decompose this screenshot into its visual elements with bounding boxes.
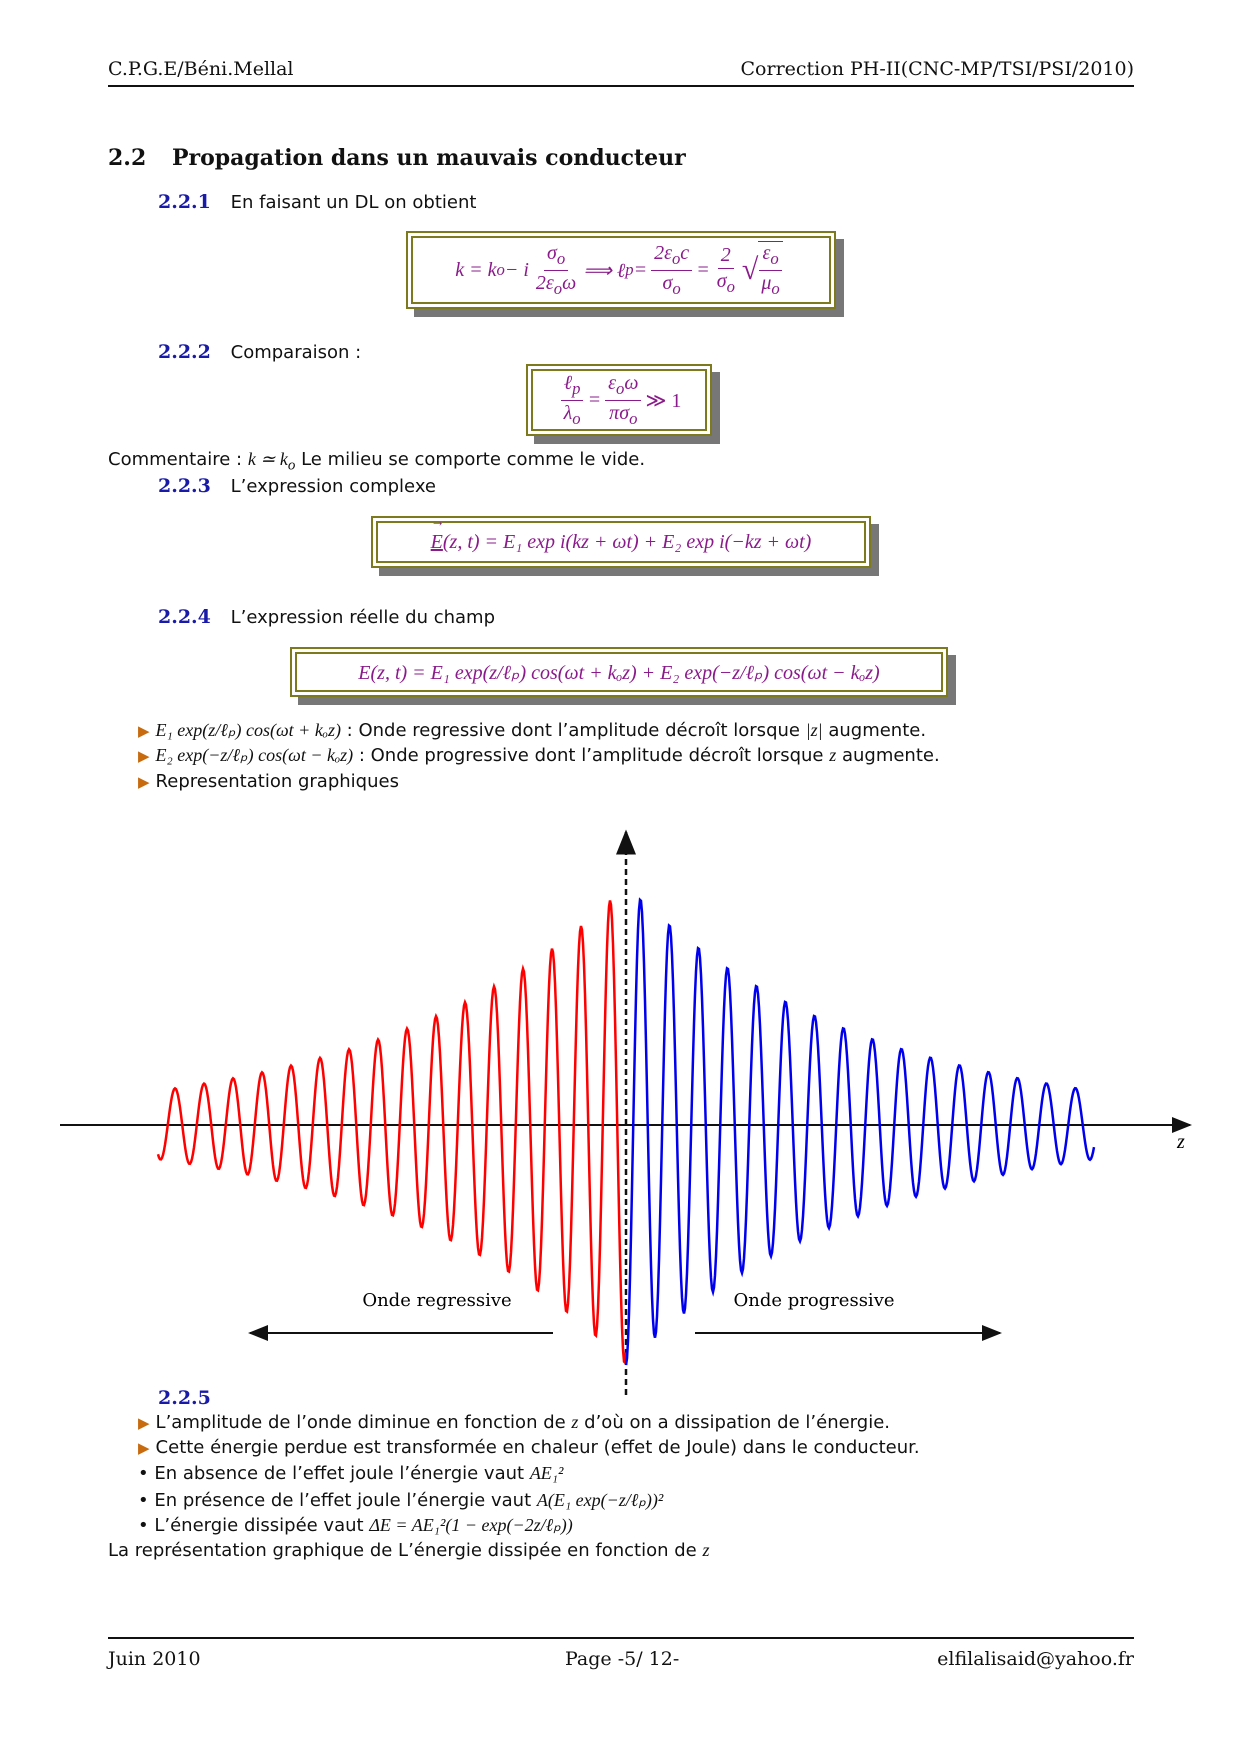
equation-223: → E (z, t) = E₁ exp i(kz + ωt) + E₂ exp i(−kz + ωt) [376,521,866,563]
header-right: Correction PH-II(CNC-MP/TSI/PSI/2010) [740,58,1134,80]
footer-left: Juin 2010 [108,1648,201,1670]
progressive-label: Onde progressive [733,1290,895,1311]
subsection-number: 2.2.4 [158,606,211,628]
subsection-221 [158,191,476,213]
equation-box-223 [371,516,871,568]
subsection-text: En faisant un DL on obtient [230,192,477,213]
dot-item: • En absence de l’effet joule l’énergie vaut AE₁² [138,1463,564,1484]
subsection-222 [158,341,361,363]
footer-page: Page -5/ 12- [565,1648,680,1670]
equation-box-222 [526,364,712,436]
equation-box-224 [290,647,948,697]
regressive-label: Onde regressive [362,1290,512,1311]
subsection-225 [158,1387,211,1409]
bullet-item: ▶ E₂ exp(−z/ℓₚ) cos(ωt − kₒz) : Onde progressive dont l’amplitude décroît lorsque z augmente. [138,745,940,766]
subsection-number: 2.2.2 [158,341,211,363]
section-number: 2.2 [108,145,147,171]
section-heading [108,145,686,171]
footer-right: elfilalisaid@yahoo.fr [937,1648,1134,1670]
wave-figure [0,820,1240,1400]
equation-box-221 [406,231,836,309]
arrow-item: ▶ L’amplitude de l’onde diminue en fonction de z d’où on a dissipation de l’énergie. [138,1412,890,1433]
bullet-item: ▶ Representation graphiques [138,771,399,792]
closing-line: La représentation graphique de L’énergie dissipée en fonction de z [108,1540,710,1561]
comment-line: Commentaire : k ≃ $k_o$ Le milieu se comporte comme le vide. [108,449,646,474]
arrow-item: ▶ Cette énergie perdue est transformée en chaleur (effet de Joule) dans le conducteur. [138,1437,920,1458]
z-axis-label: z [1177,1131,1185,1153]
dot-item: • L’énergie dissipée vaut ΔE = AE₁²(1 − exp(−2z/ℓₚ)) [138,1515,573,1536]
section-title: Propagation dans un mauvais conducteur [171,145,686,171]
bullet-item: ▶ E₁ exp(z/ℓₚ) cos(ωt + kₒz) : Onde regressive dont l’amplitude décroît lorsque |z| augmente. [138,720,927,741]
subsection-224 [158,606,495,628]
header-rule [108,85,1134,87]
header-left: C.P.G.E/Béni.Mellal [108,58,294,80]
equation-224: E(z, t) = E₁ exp(z/ℓₚ) cos(ωt + kₒz) + E₂ exp(−z/ℓₚ) cos(ωt − kₒz) [295,652,943,692]
subsection-number: 2.2.3 [158,475,211,497]
subsection-text: L’expression réelle du champ [230,607,495,628]
subsection-text: L’expression complexe [230,476,436,497]
subsection-223 [158,475,436,497]
subsection-number: 2.2.1 [158,191,211,213]
subsection-number: 2.2.5 [158,1387,211,1409]
equation-221: k = k o − i $\frac{\sigma_o}{2\varepsilon_o\omega}$ ⟹ ℓ p = $\frac{2\varepsilon_oc}{\sigma_o}$ = $\frac{2}{\sigma_o}$ √ $\frac{\varepsilon_o}{\mu_o}$ [411,236,831,304]
equation-222: $\frac{\ell_p}{\lambda_o}$ = $\frac{\varepsilon_o\omega}{\pi\sigma_o}$ ≫ 1 [531,369,707,431]
dot-item: • En présence de l’effet joule l’énergie vaut A(E₁ exp(−z/ℓₚ))² [138,1490,664,1511]
footer-rule [108,1637,1134,1639]
subsection-text: Comparaison : [230,342,362,363]
